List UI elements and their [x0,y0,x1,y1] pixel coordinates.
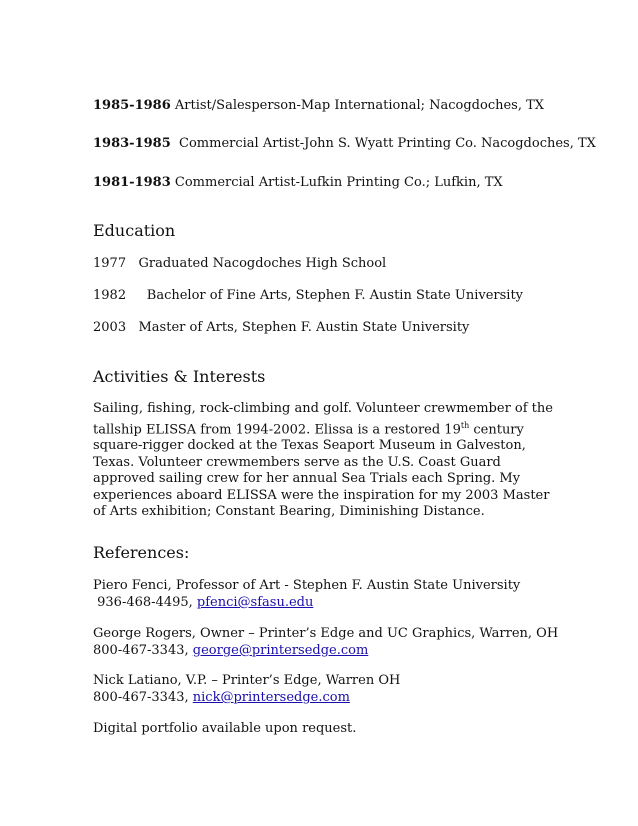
reference-phone: 936-468-4495, [93,595,197,610]
education-item [93,288,523,303]
reference-name: Piero Fenci, Professor of Art - Stephen F. Austin State University [93,578,521,593]
reference-phone: 800-467-3343, [93,643,193,658]
reference-name: George Rogers, Owner – Printer’s Edge and UC Graphics, Warren, OH [93,626,559,641]
reference-entry [93,672,400,706]
activities-text: century square-rigger docked at the Texas Seaport Museum in Galveston, Texas. Volunteer crewmembers serve as the U.S. Coast Guard approved sailing crew for her annual Sea Trials each Spring. My experiences aboard ELISSA were the inspiration for my 2003 Master of Arts exhibition; Constant Bearing, Diminishing Distance. [93,421,550,520]
education-text: Master of Arts, Stephen F. Austin State University [138,320,470,335]
reference-email-link[interactable]: george@printersedge.com [192,643,369,658]
education-item [93,320,469,335]
employment-years: 1985-1986 [93,98,171,113]
reference-contact [93,642,558,659]
portfolio-note: Digital portfolio available upon request. [93,721,357,736]
employment-text: Commercial Artist-Lufkin Printing Co.; Lufkin, TX [174,175,503,190]
ordinal-suffix: th [460,420,470,430]
employment-entry [93,136,596,151]
activities-heading: Activities & Interests [93,367,266,386]
reference-phone: 800-467-3343, [93,690,193,705]
education-text: Bachelor of Fine Arts, Stephen F. Austin State University [146,288,524,303]
reference-entry [93,625,558,659]
employment-years: 1983-1985 [93,136,171,151]
references-heading: References: [93,543,190,562]
employment-years: 1981-1983 [93,175,171,190]
reference-email-link[interactable]: pfenci@sfasu.edu [196,595,314,610]
reference-email-link[interactable]: nick@printersedge.com [192,690,350,705]
education-year: 2003 [93,320,127,335]
reference-contact [93,594,520,611]
education-year: 1977 [93,256,127,271]
education-heading: Education [93,221,176,240]
reference-entry [93,577,520,611]
employment-text: Artist/Salesperson-Map International; Nacogdoches, TX [174,98,545,113]
reference-name: Nick Latiano, V.P. – Printer’s Edge, Warren OH [93,673,401,688]
activities-text: Sailing, fishing, rock-climbing and golf. Volunteer crewmember of the tallship ELISSA from 1994-2002. Elissa is a restored 19 [93,401,553,437]
education-text: Graduated Nacogdoches High School [138,256,387,271]
employment-entry [93,175,503,190]
employment-entry [93,98,544,113]
reference-contact [93,689,400,706]
employment-text: Commercial Artist-John S. Wyatt Printing Co. Nacogdoches, TX [179,136,596,151]
activities-paragraph [93,401,553,521]
education-year: 1982 [93,288,127,303]
education-item [93,256,386,271]
